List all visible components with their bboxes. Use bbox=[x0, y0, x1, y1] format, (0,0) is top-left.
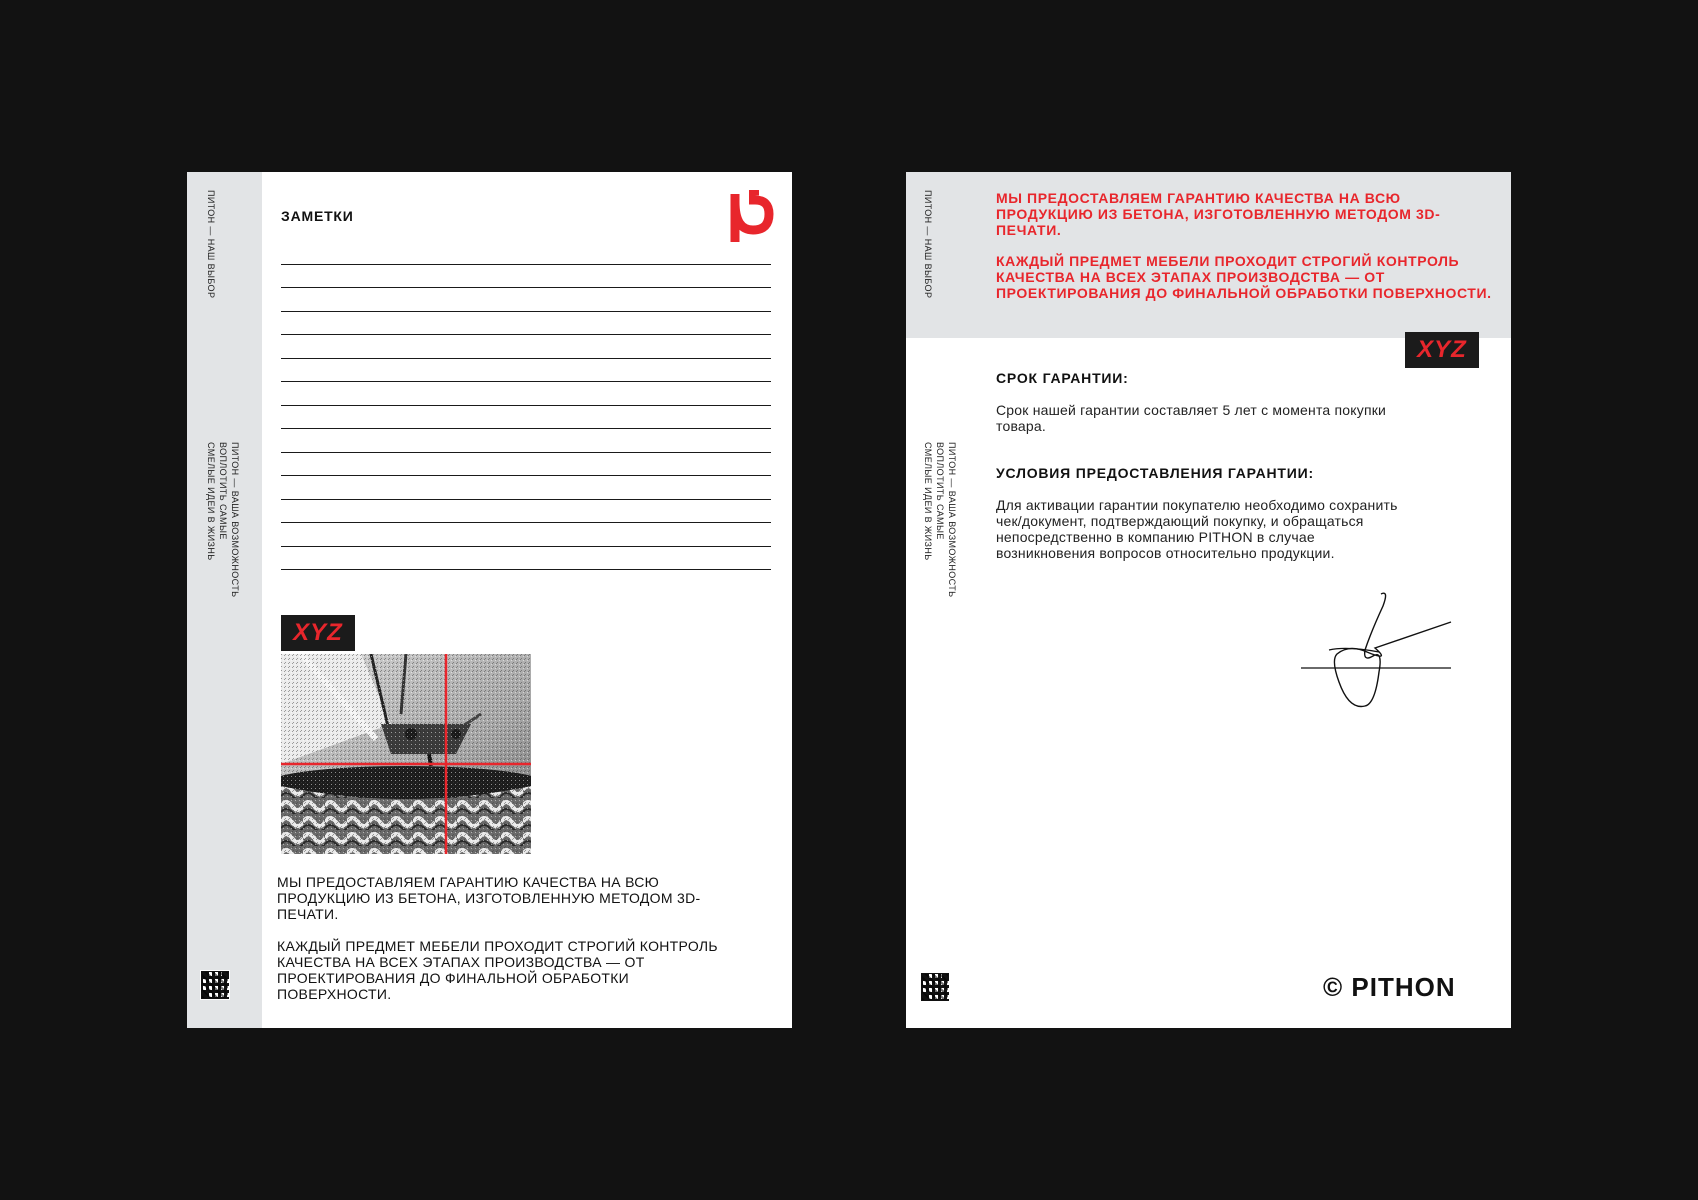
note-line[interactable] bbox=[281, 405, 771, 406]
brand-name: © PITHON bbox=[1323, 972, 1456, 1002]
note-line[interactable] bbox=[281, 452, 771, 453]
quality-paragraph: КАЖДЫЙ ПРЕДМЕТ МЕБЕЛИ ПРОХОДИТ СТРОГИЙ КОНТРОЛЬ КАЧЕСТВА НА ВСЕХ ЭТАПАХ ПРОИЗВОДСТВА — ОТ ПРОЕКТИРОВАНИЯ ДО ФИНАЛЬНОЙ ОБРАБОТКИ ПОВЕРХНОСТИ. bbox=[277, 938, 718, 1002]
xyz-badge: XYZ bbox=[281, 615, 355, 651]
notes-title: ЗАМЕТКИ bbox=[281, 208, 354, 224]
sidebar-slogan-middle: ПИТОН — ВАША ВОЗМОЖНОСТЬ ВОПЛОТИТЬ САМЫЕ СМЕЛЫЕ ИДЕИ В ЖИЗНЬ bbox=[206, 442, 240, 598]
warranty-term-text: Срок нашей гарантии составляет 5 лет с момента покупки товара. bbox=[996, 402, 1387, 434]
warranty-term-title: СРОК ГАРАНТИИ: bbox=[996, 370, 1129, 386]
note-line[interactable] bbox=[281, 569, 771, 570]
warranty-conditions-text: Для активации гарантии покупателю необходимо сохранить чек/документ, подтверждающий покупку, и обращаться непосредственно в компанию PITHON в случае возникновения вопросов относительно продукции. bbox=[996, 497, 1398, 561]
note-line[interactable] bbox=[281, 287, 771, 288]
signature-icon bbox=[1301, 592, 1461, 717]
note-line[interactable] bbox=[281, 334, 771, 335]
sidebar bbox=[187, 172, 262, 1028]
note-line[interactable] bbox=[281, 546, 771, 547]
header-quality-text: КАЖДЫЙ ПРЕДМЕТ МЕБЕЛИ ПРОХОДИТ СТРОГИЙ КОНТРОЛЬ КАЧЕСТВА НА ВСЕХ ЭТАПАХ ПРОИЗВОДСТВА — ОТ ПРОЕКТИРОВАНИЯ ДО ФИНАЛЬНОЙ ОБРАБОТКИ ПОВЕРХНОСТИ. bbox=[996, 253, 1492, 301]
brand-logo-icon bbox=[727, 190, 775, 244]
note-line[interactable] bbox=[281, 381, 771, 382]
note-line[interactable] bbox=[281, 499, 771, 500]
note-line[interactable] bbox=[281, 428, 771, 429]
note-line[interactable] bbox=[281, 522, 771, 523]
warranty-paragraph: МЫ ПРЕДОСТАВЛЯЕМ ГАРАНТИЮ КАЧЕСТВА НА ВСЮ ПРОДУКЦИЮ ИЗ БЕТОНА, ИЗГОТОВЛЕННУЮ МЕТОДОМ 3D-ПЕЧАТИ. bbox=[277, 874, 701, 922]
note-line[interactable] bbox=[281, 264, 771, 265]
notes-card bbox=[187, 172, 792, 1028]
sidebar-slogan-top: ПИТОН — НАШ ВЫБОР bbox=[923, 190, 933, 299]
note-line[interactable] bbox=[281, 358, 771, 359]
qr-code-icon bbox=[200, 970, 230, 1000]
sidebar-slogan-top: ПИТОН — НАШ ВЫБОР bbox=[206, 190, 216, 299]
sidebar-slogan-middle: ПИТОН — ВАША ВОЗМОЖНОСТЬ ВОПЛОТИТЬ САМЫЕ СМЕЛЫЕ ИДЕИ В ЖИЗНЬ bbox=[923, 442, 957, 598]
note-line[interactable] bbox=[281, 475, 771, 476]
qr-code-icon bbox=[920, 972, 950, 1002]
warranty-card bbox=[906, 172, 1511, 1028]
note-line[interactable] bbox=[281, 311, 771, 312]
xyz-badge: XYZ bbox=[1405, 332, 1479, 368]
printer-photo bbox=[281, 654, 531, 854]
warranty-conditions-title: УСЛОВИЯ ПРЕДОСТАВЛЕНИЯ ГАРАНТИИ: bbox=[996, 465, 1314, 481]
header-warranty-text: МЫ ПРЕДОСТАВЛЯЕМ ГАРАНТИЮ КАЧЕСТВА НА ВСЮ ПРОДУКЦИЮ ИЗ БЕТОНА, ИЗГОТОВЛЕННУЮ МЕТОДОМ 3D-ПЕЧАТИ. bbox=[996, 190, 1441, 238]
